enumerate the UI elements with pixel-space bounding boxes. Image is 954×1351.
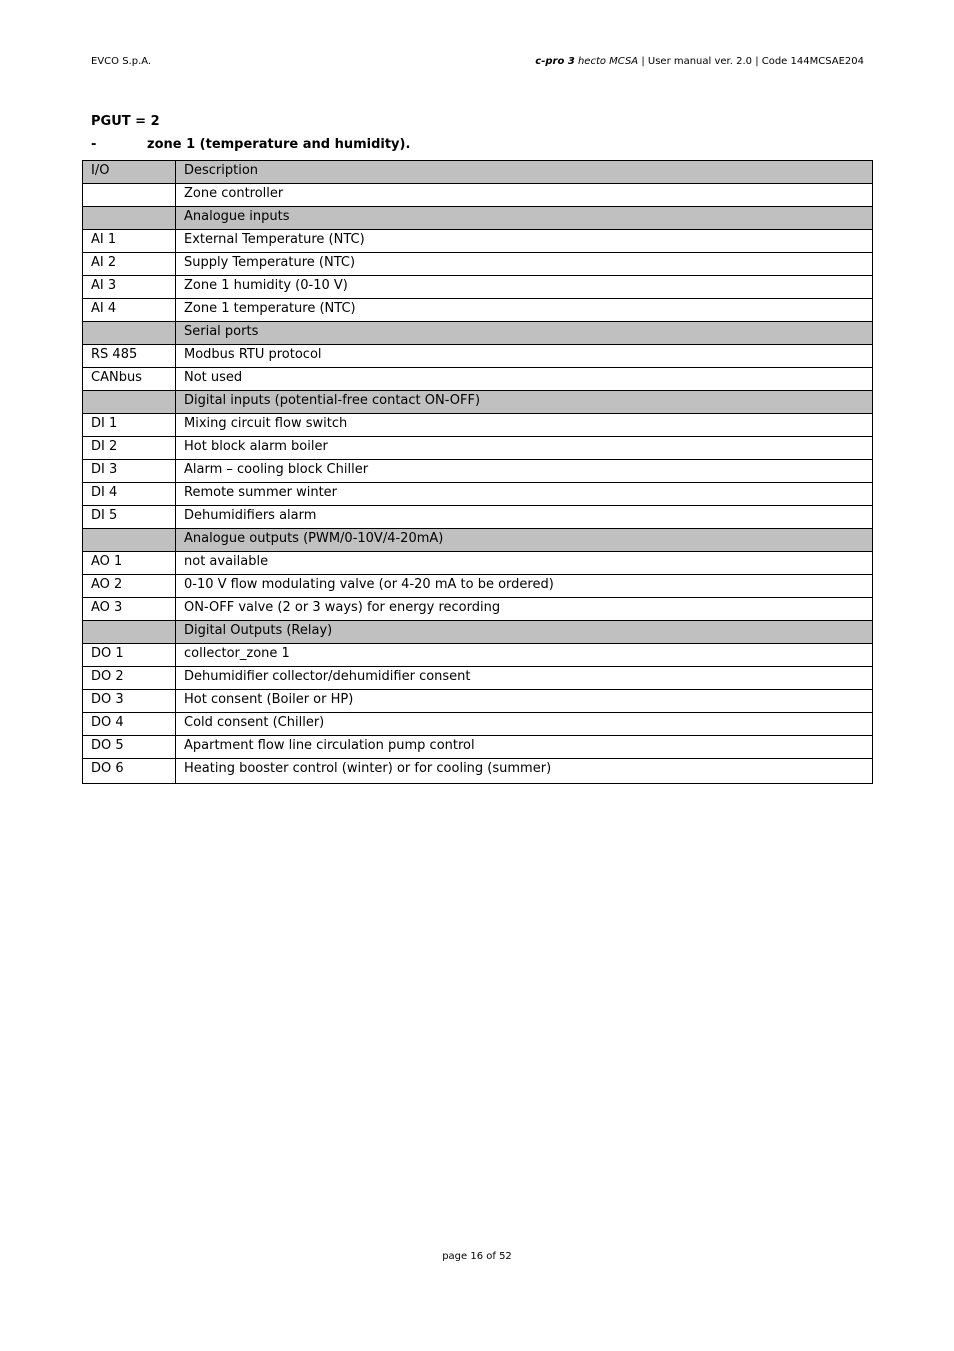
io-cell [83, 621, 176, 644]
header-product-name: c-pro 3 [535, 56, 575, 67]
io-cell: AI 1 [83, 230, 176, 253]
io-cell [83, 207, 176, 230]
description-cell: Modbus RTU protocol [176, 345, 873, 368]
io-cell: DO 4 [83, 713, 176, 736]
io-cell: DI 4 [83, 483, 176, 506]
page-number: page 16 of 52 [442, 1251, 512, 1262]
description-cell: Supply Temperature (NTC) [176, 253, 873, 276]
table-row [83, 506, 873, 529]
description-cell: Digital inputs (potential-free contact ON-OFF) [176, 391, 873, 414]
io-cell: AI 4 [83, 299, 176, 322]
io-cell: AI 3 [83, 276, 176, 299]
bullet-dash: - [91, 137, 97, 152]
description-cell: Hot block alarm boiler [176, 437, 873, 460]
table-row [83, 644, 873, 667]
table-row [83, 161, 873, 184]
description-cell: Zone 1 humidity (0-10 V) [176, 276, 873, 299]
io-table-body [83, 161, 873, 784]
table-row [83, 598, 873, 621]
io-cell: RS 485 [83, 345, 176, 368]
io-cell [83, 322, 176, 345]
table-row [83, 529, 873, 552]
description-cell: Digital Outputs (Relay) [176, 621, 873, 644]
io-cell: DI 1 [83, 414, 176, 437]
description-cell: Analogue outputs (PWM/0-10V/4-20mA) [176, 529, 873, 552]
io-cell [83, 529, 176, 552]
io-cell: AO 3 [83, 598, 176, 621]
description-cell: Mixing circuit flow switch [176, 414, 873, 437]
table-row [83, 276, 873, 299]
description-cell: not available [176, 552, 873, 575]
description-cell: Zone 1 temperature (NTC) [176, 299, 873, 322]
io-cell: DO 3 [83, 690, 176, 713]
description-cell: Analogue inputs [176, 207, 873, 230]
table-row [83, 736, 873, 759]
io-cell: AO 1 [83, 552, 176, 575]
io-cell: DO 5 [83, 736, 176, 759]
table-row [83, 345, 873, 368]
io-cell: DI 5 [83, 506, 176, 529]
table-row [83, 299, 873, 322]
table-row [83, 552, 873, 575]
table-row [83, 575, 873, 598]
header-company: EVCO S.p.A. [91, 56, 152, 67]
description-cell: Heating booster control (winter) or for cooling (summer) [176, 759, 873, 784]
io-cell: DI 2 [83, 437, 176, 460]
table-row [83, 322, 873, 345]
description-cell: Hot consent (Boiler or HP) [176, 690, 873, 713]
io-cell: DO 2 [83, 667, 176, 690]
subtitle-text: zone 1 (temperature and humidity). [147, 137, 411, 152]
header-manual-meta: | User manual ver. 2.0 | Code 144MCSAE204 [638, 56, 864, 67]
description-cell: ON-OFF valve (2 or 3 ways) for energy recording [176, 598, 873, 621]
description-cell: Cold consent (Chiller) [176, 713, 873, 736]
io-cell [83, 184, 176, 207]
io-cell: DI 3 [83, 460, 176, 483]
table-row [83, 207, 873, 230]
header-product-variant: hecto MCSA [574, 56, 639, 67]
description-cell: Apartment flow line circulation pump control [176, 736, 873, 759]
table-row [83, 759, 873, 784]
io-cell [83, 391, 176, 414]
io-cell: AO 2 [83, 575, 176, 598]
table-row [83, 690, 873, 713]
description-cell: collector_zone 1 [176, 644, 873, 667]
description-cell: Not used [176, 368, 873, 391]
section-title: PGUT = 2 [91, 114, 160, 129]
table-row [83, 483, 873, 506]
table-row [83, 253, 873, 276]
io-cell: CANbus [83, 368, 176, 391]
io-cell: AI 2 [83, 253, 176, 276]
description-cell: Serial ports [176, 322, 873, 345]
io-cell: DO 1 [83, 644, 176, 667]
description-cell: Alarm – cooling block Chiller [176, 460, 873, 483]
description-cell: Remote summer winter [176, 483, 873, 506]
table-row [83, 230, 873, 253]
table-row [83, 713, 873, 736]
io-table [82, 160, 873, 784]
description-cell: 0-10 V flow modulating valve (or 4-20 mA to be ordered) [176, 575, 873, 598]
description-cell: Dehumidifiers alarm [176, 506, 873, 529]
description-cell: External Temperature (NTC) [176, 230, 873, 253]
description-cell: Zone controller [176, 184, 873, 207]
table-row [83, 437, 873, 460]
table-row [83, 667, 873, 690]
description-cell: Dehumidifier collector/dehumidifier consent [176, 667, 873, 690]
description-cell: Description [176, 161, 873, 184]
table-row [83, 414, 873, 437]
section-subtitle [91, 137, 410, 152]
io-cell: DO 6 [83, 759, 176, 784]
table-row [83, 621, 873, 644]
table-row [83, 368, 873, 391]
header-document-info [535, 56, 864, 67]
table-row [83, 460, 873, 483]
table-row [83, 391, 873, 414]
io-cell: I/O [83, 161, 176, 184]
table-row [83, 184, 873, 207]
